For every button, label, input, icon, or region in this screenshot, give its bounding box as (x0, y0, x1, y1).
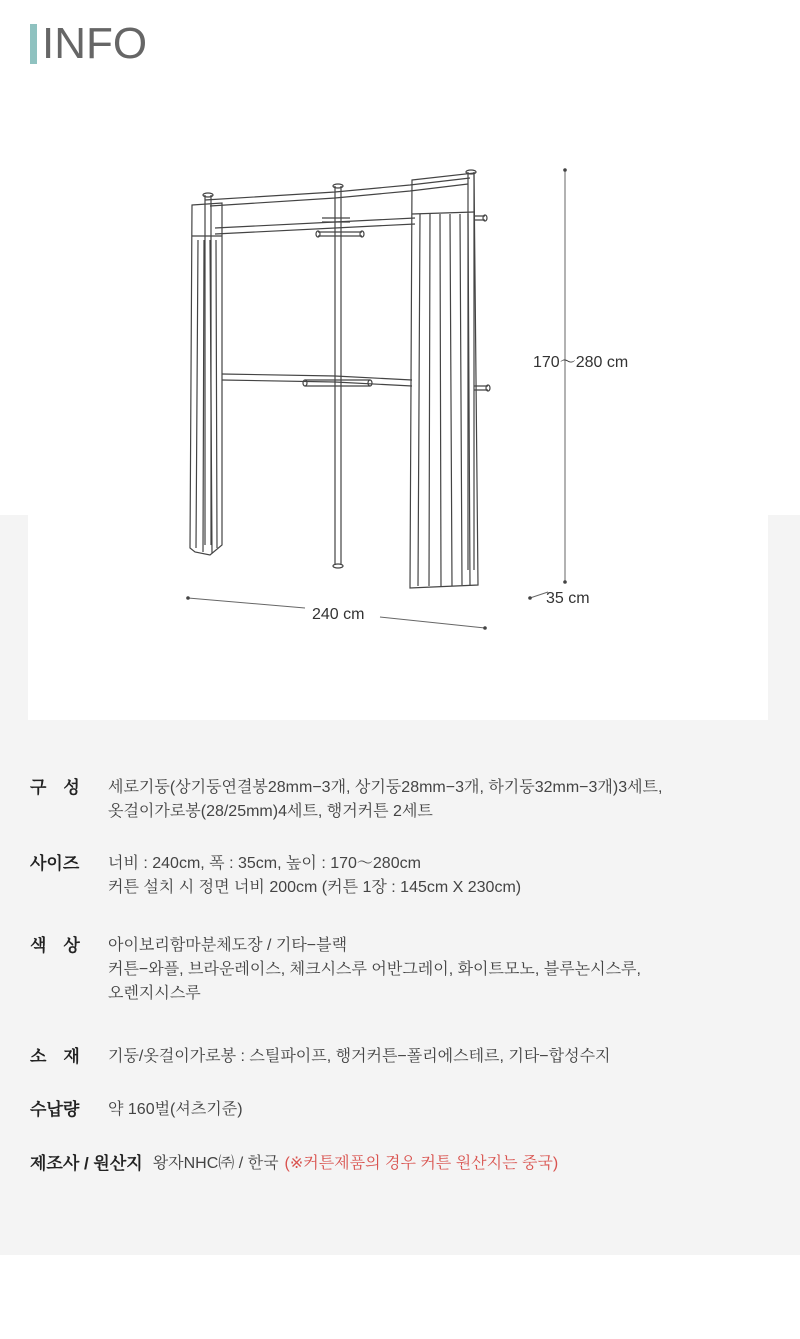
heading-title: INFO (42, 19, 148, 68)
spec-value-line: 너비 : 240cm, 폭 : 35cm, 높이 : 170～280cm (108, 855, 421, 872)
heading-accent-bar (30, 24, 37, 64)
origin-note: (※커튼제품의 경우 커튼 원산지는 중국) (284, 1155, 559, 1172)
depth-label: 35 cm (546, 590, 590, 607)
spec-value: 왕자NHC㈜ / 한국 (152, 1155, 279, 1172)
spec-value-line: 약 160벌(셔츠기준) (108, 1101, 243, 1118)
spec-value-line: 옷걸이가로봉(28/25mm)4세트, 행거커튼 2세트 (108, 803, 433, 820)
spec-material (30, 1045, 780, 1069)
spec-value-line: 기둥/옷걸이가로봉 : 스틸파이프, 행거커튼−폴리에스테르, 기타−합성수지 (108, 1048, 611, 1065)
spec-label: 구 성 (30, 778, 80, 797)
spec-size (30, 852, 780, 900)
spec-label: 사이즈 (30, 854, 80, 873)
spec-label: 수납량 (30, 1100, 80, 1119)
spec-color (30, 934, 780, 1006)
hanger-diagram (0, 100, 800, 660)
spec-composition (30, 776, 780, 824)
section-heading (30, 19, 148, 68)
spec-value-line: 커튼−와플, 브라운레이스, 체크시스루 어반그레이, 화이트모노, 블루논시스루, (108, 961, 641, 978)
spec-origin (30, 1152, 780, 1176)
spec-label: 색 상 (30, 936, 80, 955)
height-label: 170～280 cm (533, 354, 629, 371)
width-label: 240 cm (312, 606, 365, 623)
spec-label: 제조사 / 원산지 (30, 1154, 143, 1173)
spec-value-line: 세로기둥(상기둥연결봉28mm−3개, 상기둥28mm−3개, 하기둥32mm−3개)3세트, (108, 779, 663, 796)
spec-value-line: 커튼 설치 시 정면 너비 200cm (커튼 1장 : 145cm X 230cm) (108, 879, 522, 896)
spec-label: 소 재 (30, 1047, 80, 1066)
spec-value-line: 오렌지시스루 (108, 985, 201, 1002)
spec-value-line: 아이보리함마분체도장 / 기타−블랙 (108, 937, 348, 954)
spec-capacity (30, 1098, 780, 1122)
